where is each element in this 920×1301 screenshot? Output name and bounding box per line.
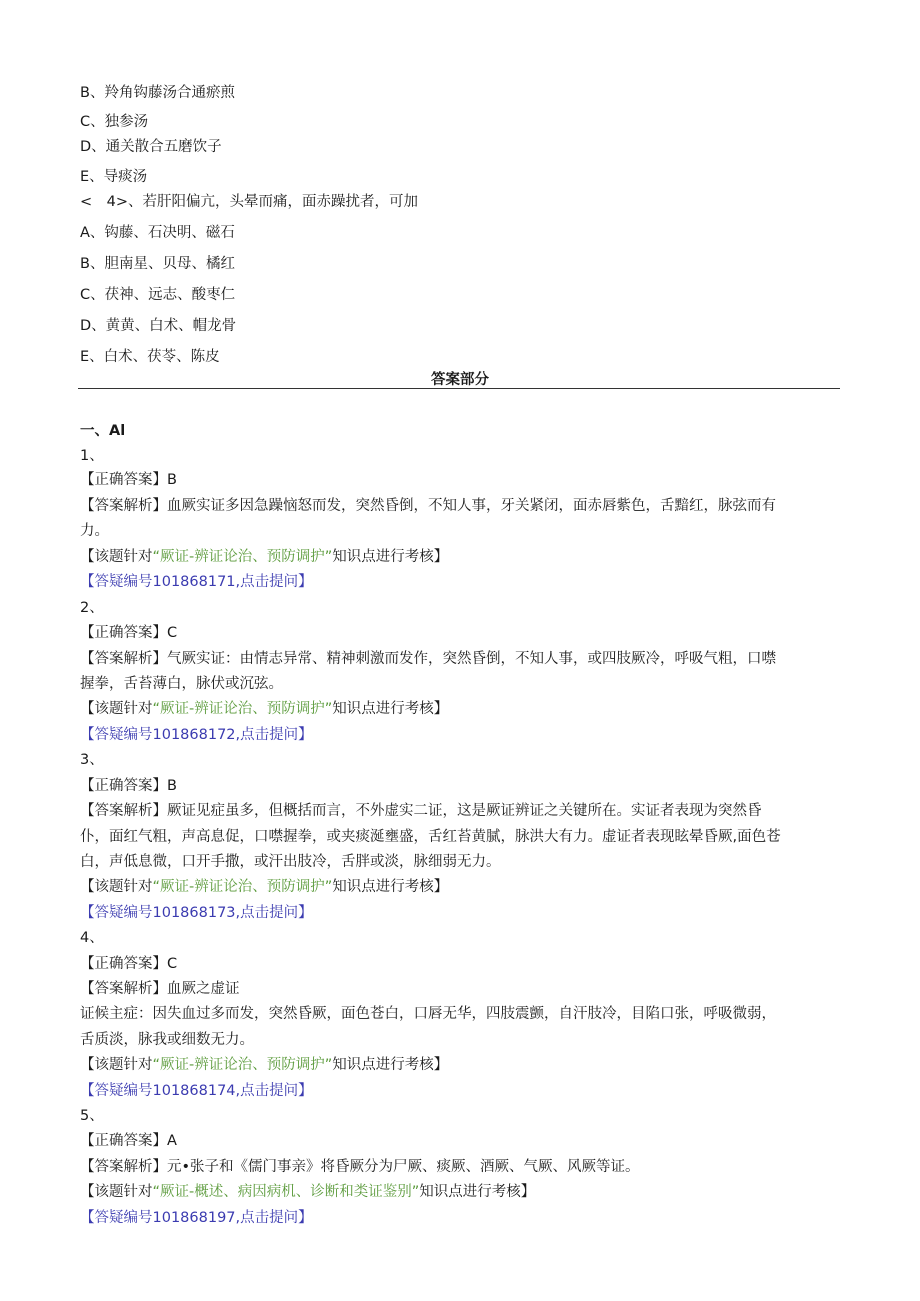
section-heading: 一、Al — [80, 423, 126, 439]
option-c: C、茯神、远志、酸枣仁 — [80, 287, 236, 303]
correct-answer: 【正确答案】C — [80, 956, 178, 972]
answer-analysis: 【答案解析】厥证见症虽多，但概括而言，不外虚实二证，这是厥证辨证之关键所在。实证者表现为突然昏 — [80, 803, 762, 819]
correct-answer: 【正确答案】B — [80, 472, 177, 488]
answer-number: 2、 — [80, 600, 104, 616]
ask-question-link[interactable]: 【答疑编号101868171,点击提问】 — [80, 574, 313, 590]
topic-prefix: 【该题针对 — [80, 701, 153, 717]
topic-line — [80, 1055, 448, 1075]
answer-analysis-cont: 力。 — [80, 523, 109, 539]
answer-analysis: 【答案解析】气厥实证：由情志异常、精神刺激而发作，突然昏倒，不知人事，或四肢厥冷，呼吸气粗，口噤 — [80, 651, 776, 667]
ask-question-link[interactable]: 【答疑编号101868172,点击提问】 — [80, 727, 313, 743]
answer-number: 4、 — [80, 930, 104, 946]
topic-prefix: 【该题针对 — [80, 879, 153, 895]
ask-question-link[interactable]: 【答疑编号101868197,点击提问】 — [80, 1210, 313, 1226]
option-c: C、独参汤 — [80, 114, 149, 130]
question-stem: < 4>、若肝阳偏亢，头晕而痛，面赤躁扰者，可加 — [80, 194, 419, 210]
topic-suffix: 知识点进行考核】 — [332, 1057, 449, 1073]
correct-answer: 【正确答案】A — [80, 1133, 177, 1149]
topic-suffix: 知识点进行考核】 — [332, 879, 449, 895]
answer-number: 5、 — [80, 1108, 104, 1124]
option-b: B、胆南星、贝母、橘红 — [80, 256, 235, 272]
topic-name: “厥证-辨证论治、预防调护” — [152, 549, 333, 565]
ask-question-link[interactable]: 【答疑编号101868173,点击提问】 — [80, 905, 313, 921]
option-d: D、黄黄、白术、帽龙骨 — [80, 318, 237, 334]
topic-line — [80, 547, 448, 567]
topic-line — [80, 1182, 535, 1202]
answer-analysis-cont: 握拳，舌苔薄白，脉伏或沉弦。 — [80, 676, 283, 692]
option-e: E、导痰汤 — [80, 169, 148, 185]
answer-number: 3、 — [80, 752, 104, 768]
answer-number: 1、 — [80, 448, 104, 464]
option-d: D、通关散合五磨饮子 — [80, 139, 222, 155]
topic-prefix: 【该题针对 — [80, 549, 153, 565]
topic-name: “厥证-辨证论治、预防调护” — [152, 701, 333, 717]
topic-line — [80, 877, 448, 897]
option-b: B、羚角钩藤汤合通瘀煎 — [80, 85, 235, 101]
answer-analysis-cont: 舌质淡，脉我或细数无力。 — [80, 1032, 254, 1048]
divider-line — [78, 388, 840, 389]
topic-name: “厥证-概述、病因病机、诊断和类证鉴别” — [152, 1184, 420, 1200]
topic-name: “厥证-辨证论治、预防调护” — [152, 879, 333, 895]
topic-prefix: 【该题针对 — [80, 1184, 153, 1200]
answers-title: 答案部分 — [431, 372, 489, 388]
topic-suffix: 知识点进行考核】 — [332, 549, 449, 565]
answer-analysis-cont: 仆，面红气粗，声高息促，口噤握拳，或夹痰涎壅盛，舌红苔黄腻，脉洪大有力。虚证者表现眩晕昏厥,面色苍 — [80, 829, 781, 845]
option-a: A、钩藤、石决明、磁石 — [80, 225, 235, 241]
answer-analysis: 【答案解析】血厥之虚证 — [80, 981, 240, 997]
topic-prefix: 【该题针对 — [80, 1057, 153, 1073]
topic-line — [80, 699, 448, 719]
correct-answer: 【正确答案】C — [80, 625, 178, 641]
correct-answer: 【正确答案】B — [80, 778, 177, 794]
answer-analysis: 【答案解析】血厥实证多因急躁恼怒而发，突然昏倒，不知人事，牙关紧闭，面赤唇紫色，舌黯红，脉弦而有 — [80, 498, 776, 514]
answer-analysis-cont: 白，声低息微，口开手撒，或汗出肢冷，舌胖或淡，脉细弱无力。 — [80, 854, 501, 870]
answer-analysis-cont: 证候主症：因失血过多而发，突然昏厥，面色苍白，口唇无华，四肢震颤，自汗肢冷，目陷口张，呼吸微弱， — [80, 1006, 776, 1022]
topic-suffix: 知识点进行考核】 — [419, 1184, 536, 1200]
topic-name: “厥证-辨证论治、预防调护” — [152, 1057, 333, 1073]
ask-question-link[interactable]: 【答疑编号101868174,点击提问】 — [80, 1083, 313, 1099]
topic-suffix: 知识点进行考核】 — [332, 701, 449, 717]
option-e: E、白术、茯苓、陈皮 — [80, 349, 220, 365]
answer-analysis: 【答案解析】元•张子和《儒门事亲》将昏厥分为尸厥、痰厥、酒厥、气厥、风厥等证。 — [80, 1159, 640, 1175]
